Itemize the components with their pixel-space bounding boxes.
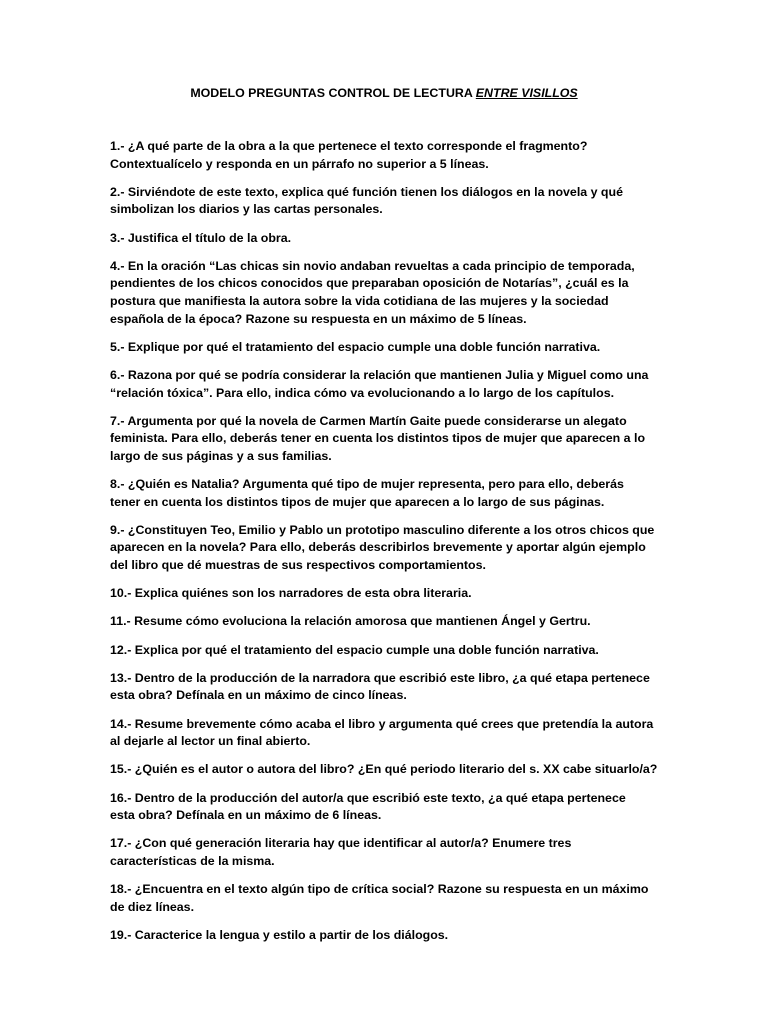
question-line: 12.- Explica por qué el tratamiento del espacio cumple una doble función narrativa. — [110, 642, 599, 657]
question-line: Contextualícelo y responda en un párrafo no superior a 5 líneas. — [110, 156, 489, 171]
question-item — [110, 230, 662, 248]
question-item — [110, 761, 662, 779]
question-line: feminista. Para ello, deberás tener en cuenta los distintos tipos de mujer que aparecen a lo — [110, 431, 646, 446]
question-line: tener en cuenta los distintos tipos de mujer que aparecen a lo largo de sus páginas. — [110, 494, 605, 509]
question-line: 1.- ¿A qué parte de la obra a la que pertenece el texto corresponde el fragmento? — [110, 139, 588, 153]
question-line: 11.- Resume cómo evoluciona la relación amorosa que mantienen Ángel y Gertru. — [110, 614, 591, 629]
question-item — [110, 716, 662, 751]
question-line: española de la época? Razone su respuesta en un máximo de 5 líneas. — [110, 311, 527, 326]
question-line: del libro que dé muestras de sus respectivos comportamientos. — [110, 558, 486, 573]
question-line: 17.- ¿Con qué generación literaria hay que identificar al autor/a? Enumere tres — [110, 836, 572, 851]
question-line: 6.- Razona por qué se podría considerar la relación que mantienen Julia y Miguel como una — [110, 367, 649, 382]
question-item — [110, 790, 662, 825]
question-line: postura que manifiesta la autora sobre la vida cotidiana de las mujeres y la sociedad — [110, 293, 609, 308]
question-line: esta obra? Defínala en un máximo de 6 líneas. — [110, 808, 382, 823]
question-item — [110, 184, 662, 219]
question-line: esta obra? Defínala en un máximo de cinco líneas. — [110, 688, 407, 703]
question-item — [110, 476, 662, 511]
question-item — [110, 138, 662, 173]
question-item — [110, 835, 662, 870]
question-line: 19.- Caracterice la lengua y estilo a partir de los diálogos. — [110, 927, 449, 942]
question-line: 14.- Resume brevemente cómo acaba el libro y argumenta qué crees que pretendía la autora — [110, 716, 654, 731]
question-line: 2.- Sirviéndote de este texto, explica qué función tienen los diálogos en la novela y qué — [110, 184, 623, 199]
question-line: 9.- ¿Constituyen Teo, Emilio y Pablo un prototipo masculino diferente a los otros chicos que — [110, 522, 655, 537]
question-line: simbolizan los diarios y las cartas personales. — [110, 202, 383, 217]
question-item — [110, 642, 662, 660]
question-item — [110, 670, 662, 705]
question-item — [110, 367, 662, 402]
document-title-work: ENTRE VISILLOS — [475, 86, 578, 100]
question-item — [110, 585, 662, 603]
question-line: 16.- Dentro de la producción del autor/a que escribió este texto, ¿a qué etapa pertenece — [110, 790, 626, 805]
question-item — [110, 413, 662, 466]
question-line: 3.- Justifica el título de la obra. — [110, 230, 292, 245]
question-line: de diez líneas. — [110, 899, 195, 914]
question-line: “relación tóxica”. Para ello, indica cómo va evolucionando a lo largo de los capítulos. — [110, 385, 615, 400]
question-item — [110, 258, 662, 328]
question-item — [110, 613, 662, 631]
question-line: al dejarle al lector un final abierto. — [110, 734, 311, 749]
question-item — [110, 339, 662, 357]
question-line: 7.- Argumenta por qué la novela de Carmen Martín Gaite puede considerarse un alegato — [110, 413, 627, 428]
question-line: 8.- ¿Quién es Natalia? Argumenta qué tipo de mujer representa, pero para ello, deberás — [110, 477, 624, 492]
question-line: 10.- Explica quiénes son los narradores de esta obra literaria. — [110, 586, 472, 601]
document-title — [0, 86, 768, 100]
question-item — [110, 522, 662, 575]
question-line: largo de sus páginas y a sus familias. — [110, 448, 332, 463]
question-list — [110, 138, 662, 955]
question-item — [110, 881, 662, 916]
question-line: 4.- En la oración “Las chicas sin novio andaban revueltas a cada principio de temporada, — [110, 258, 635, 273]
question-line: 13.- Dentro de la producción de la narradora que escribió este libro, ¿a qué etapa pertenece — [110, 670, 650, 685]
question-line: 18.- ¿Encuentra en el texto algún tipo de crítica social? Razone su respuesta en un máximo — [110, 882, 649, 897]
question-line: pendientes de los chicos conocidos que preparaban oposición de Notarías”, ¿cuál es la — [110, 276, 629, 291]
question-item — [110, 927, 662, 945]
question-line: aparecen en la novela? Para ello, deberás describirlos brevemente y aportar algún ejemplo — [110, 540, 646, 555]
question-line: 5.- Explique por qué el tratamiento del espacio cumple una doble función narrativa. — [110, 339, 601, 354]
question-line: características de la misma. — [110, 853, 275, 868]
question-line: 15.- ¿Quién es el autor o autora del libro? ¿En qué periodo literario del s. XX cabe situarlo/a? — [110, 762, 658, 777]
document-title-prefix: MODELO PREGUNTAS CONTROL DE LECTURA — [190, 86, 476, 100]
